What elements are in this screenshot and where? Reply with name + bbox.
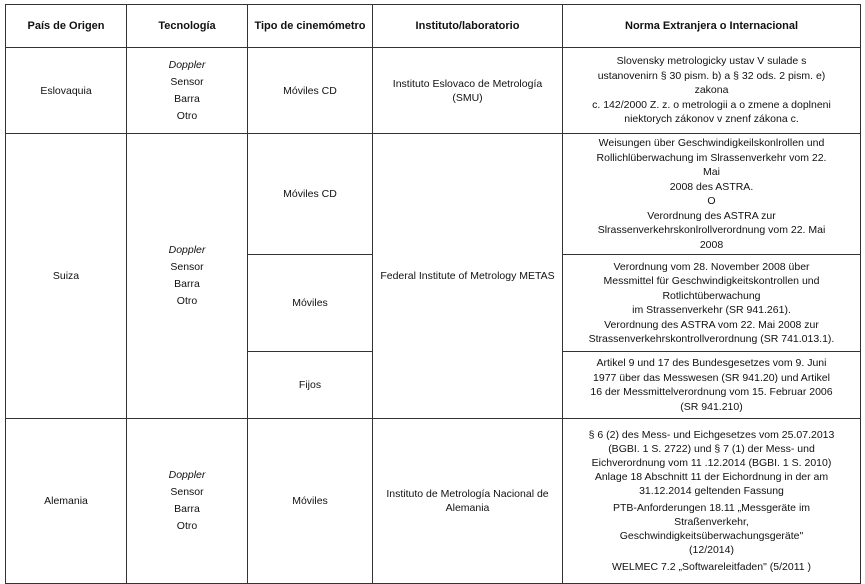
norma-line: (SR 941.210) (680, 400, 743, 413)
norma-line: 2008 (699, 238, 724, 251)
tecnologia-alemania (127, 419, 248, 584)
tech-doppler: Doppler (168, 58, 206, 71)
pais-suiza: Suiza (6, 134, 127, 419)
tech-sensor: Sensor (170, 261, 204, 273)
norma-line: 1977 über das Messwesen (SR 941.20) und Artikel (593, 371, 830, 384)
norma-line: Rotlichtüberwachung (662, 289, 761, 302)
tech-sensor: Sensor (170, 75, 204, 88)
table-row-alemania (6, 419, 861, 584)
norma-line: Messmittel für Geschwindigkeitskontrollen und (603, 275, 820, 287)
norma-line: § 6 (2) des Mess- und Eichgesetzes vom 25.07.2013 (588, 429, 835, 441)
norma-line: Mai (703, 166, 720, 178)
norma-alemania (563, 419, 861, 584)
instituto-eslovaquia: Instituto Eslovaco de Metrología (SMU) (373, 48, 563, 134)
tech-otro: Otro (176, 295, 198, 307)
tech-doppler: Doppler (168, 469, 206, 481)
tech-barra: Barra (174, 278, 200, 290)
tecnologia-suiza (127, 134, 248, 419)
norma-line: Strassenverkehrskontrollverordnung (SR 741.013.1). (588, 333, 835, 345)
norma-line: Weisungen über Geschwindigkeilskonlrollen und (598, 137, 825, 149)
norma-line: Straßenverkehr, (674, 516, 749, 528)
norma-line: c. 142/2000 Z. z. o metrologii a o zmene a doplneni (592, 98, 831, 111)
norma-line: im Strassenverkehr (SR 941.261). (632, 304, 791, 316)
header-tecnologia: Tecnología (127, 5, 248, 48)
norma-line: (12/2014) (689, 544, 734, 556)
tipo-suiza-moviles-cd: Móviles CD (248, 134, 373, 255)
norma-line: Verordnung des ASTRA vom 22. Mai 2008 zur (604, 318, 819, 331)
norma-line: Verordnung vom 28. November 2008 über (613, 260, 810, 273)
norms-table (5, 4, 861, 584)
norma-line: Slovensky metrologicky ustav V sulade s (616, 55, 807, 68)
norma-suiza-3 (563, 352, 861, 419)
norma-line: (BGBI. 1 S. 2722) und § 7 (1) der Mess- und (608, 443, 815, 455)
norma-line: Slrassenverkehrskonlrollverordnung vom 22. Mai (597, 224, 826, 236)
pais-alemania: Alemania (6, 419, 127, 584)
norma-line: 31.12.2014 geltenden Fassung (639, 485, 784, 497)
tipo-suiza-moviles: Móviles (248, 255, 373, 352)
header-row (6, 5, 861, 48)
norma-line: ustanovenirn § 30 pism. b) a § 32 ods. 2 pism. e) (597, 69, 826, 82)
instituto-alemania: Instituto de Metrología Nacional de Alemania (373, 419, 563, 584)
tech-doppler: Doppler (168, 244, 206, 256)
norma-line: Verordnung des ASTRA zur (647, 209, 776, 222)
tech-barra: Barra (174, 503, 200, 515)
norma-line: Rollichlüberwachung im Slrassenverkehr vom 22. (596, 151, 827, 164)
norma-line: Anlage 18 Abschnitt 11 der Eichordnung in der am (594, 471, 829, 483)
tipo-suiza-fijos: Fijos (248, 352, 373, 419)
norma-line: 2008 des ASTRA. (669, 180, 754, 193)
norma-suiza-2 (563, 255, 861, 352)
table-row-suiza-1 (6, 134, 861, 255)
norma-line: WELMEC 7.2 „Softwareleitfaden" (5/2011 ) (611, 561, 812, 573)
tecnologia-eslovaquia (127, 48, 248, 134)
header-tipo: Tipo de cinemómetro (248, 5, 373, 48)
pais-eslovaquia: Eslovaquia (6, 48, 127, 134)
norma-eslovaquia (563, 48, 861, 134)
norma-line: niektorych zákonov v znenf zákona c. (624, 113, 799, 126)
tech-barra: Barra (174, 92, 200, 105)
header-pais: País de Origen (6, 5, 127, 48)
norma-line: PTB-Anforderungen 18.11 „Messgeräte im (612, 502, 811, 514)
norma-line: Eichverordnung vom 11 .12.2014 (BGBI. 1 S. 2010) (591, 457, 832, 469)
tech-sensor: Sensor (170, 486, 204, 498)
tech-otro: Otro (176, 520, 198, 532)
tech-otro: Otro (176, 109, 198, 122)
norma-suiza-1 (563, 134, 861, 255)
tipo-alemania: Móviles (248, 419, 373, 584)
norma-line: O (707, 195, 716, 207)
instituto-suiza: Federal Institute of Metrology METAS (373, 134, 563, 419)
norma-line: Artikel 9 und 17 des Bundesgesetzes vom 9. Juni (596, 357, 827, 369)
norma-line: zakona (694, 84, 729, 97)
tipo-eslovaquia: Móviles CD (248, 48, 373, 134)
header-norma: Norma Extranjera o Internacional (563, 5, 861, 48)
norma-line: Geschwindigkeitsüberwachungsgeräte" (619, 530, 804, 542)
norma-line: 16 der Messmittelverordnung vom 15. Februar 2006 (590, 386, 833, 398)
table-row-eslovaquia (6, 48, 861, 134)
header-instituto: Instituto/laboratorio (373, 5, 563, 48)
